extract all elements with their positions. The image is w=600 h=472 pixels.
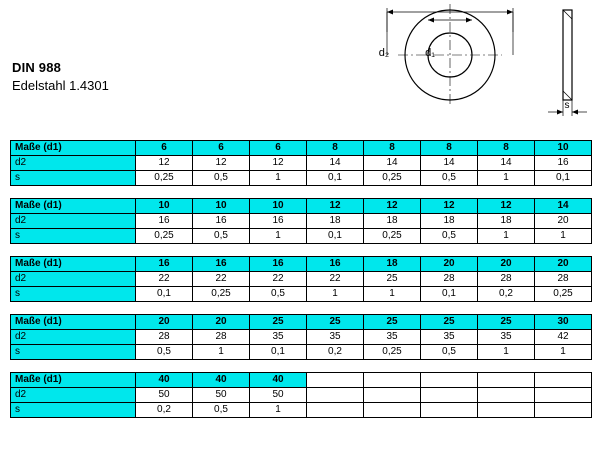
cell-s: 0,5 (421, 171, 478, 186)
cell-d1: 16 (136, 257, 193, 272)
row-header-s: s (11, 229, 136, 244)
cell-d1: 25 (307, 315, 364, 330)
cell-d1: 10 (193, 199, 250, 214)
cell-d1: 25 (250, 315, 307, 330)
cell-s: 1 (193, 345, 250, 360)
cell-d2: 25 (364, 272, 421, 287)
cell-s-empty (421, 403, 478, 418)
cell-s: 0,5 (193, 229, 250, 244)
cell-s: 1 (307, 287, 364, 302)
row-header-d1: Maße (d1) (11, 199, 136, 214)
cell-s: 0,5 (193, 171, 250, 186)
cell-s: 0,25 (193, 287, 250, 302)
cell-d2: 22 (136, 272, 193, 287)
cell-d1: 40 (250, 373, 307, 388)
cell-s: 0,5 (193, 403, 250, 418)
table-row (11, 171, 592, 186)
cell-d1: 8 (307, 141, 364, 156)
cell-d2: 28 (421, 272, 478, 287)
cell-s: 0,2 (307, 345, 364, 360)
cell-d1-empty (364, 373, 421, 388)
cell-s: 0,25 (136, 171, 193, 186)
cell-d2: 18 (478, 214, 535, 229)
cell-d1: 18 (364, 257, 421, 272)
cell-s: 0,5 (136, 345, 193, 360)
cell-d2: 14 (307, 156, 364, 171)
cell-d2: 16 (250, 214, 307, 229)
cell-d2: 16 (136, 214, 193, 229)
cell-d1: 20 (421, 257, 478, 272)
cell-d1: 20 (193, 315, 250, 330)
cell-d1: 16 (193, 257, 250, 272)
cell-s: 1 (250, 229, 307, 244)
cell-d2-empty (535, 388, 592, 403)
table-row (11, 345, 592, 360)
dimension-table (10, 140, 592, 186)
row-header-s: s (11, 287, 136, 302)
cell-d1: 20 (136, 315, 193, 330)
row-header-d1: Maße (d1) (11, 373, 136, 388)
cell-s: 0,1 (250, 345, 307, 360)
table-row (11, 141, 592, 156)
table-row (11, 156, 592, 171)
cell-s: 0,25 (136, 229, 193, 244)
cell-d2: 28 (193, 330, 250, 345)
cell-d1-empty (421, 373, 478, 388)
cell-d2: 12 (250, 156, 307, 171)
table-row (11, 229, 592, 244)
cell-d2: 20 (535, 214, 592, 229)
cell-d1: 8 (478, 141, 535, 156)
cell-s: 0,25 (364, 171, 421, 186)
cell-d1: 6 (136, 141, 193, 156)
cell-d2: 16 (535, 156, 592, 171)
cell-d2-empty (478, 388, 535, 403)
table-row (11, 272, 592, 287)
cell-d2: 22 (250, 272, 307, 287)
cell-d1-empty (535, 373, 592, 388)
cell-s-empty (307, 403, 364, 418)
cell-s: 0,25 (364, 229, 421, 244)
cell-d2-empty (307, 388, 364, 403)
label-s: s (564, 100, 570, 111)
cell-s: 0,2 (136, 403, 193, 418)
table-row (11, 388, 592, 403)
cell-d2: 50 (193, 388, 250, 403)
cell-d1: 12 (478, 199, 535, 214)
row-header-d2: d2 (11, 156, 136, 171)
dimension-table (10, 256, 592, 302)
cell-s: 0,1 (307, 229, 364, 244)
row-header-d2: d2 (11, 388, 136, 403)
row-header-d2: d2 (11, 330, 136, 345)
cell-d2-empty (364, 388, 421, 403)
cell-s: 1 (250, 403, 307, 418)
washer-drawing-svg (370, 0, 600, 125)
cell-s: 0,25 (535, 287, 592, 302)
cell-s: 0,1 (307, 171, 364, 186)
cell-d1-empty (307, 373, 364, 388)
table-row (11, 199, 592, 214)
label-d1: d₁ (425, 47, 435, 59)
cell-d1: 25 (421, 315, 478, 330)
table-row (11, 373, 592, 388)
cell-s: 0,5 (421, 229, 478, 244)
cell-s: 1 (478, 229, 535, 244)
cell-s: 0,2 (478, 287, 535, 302)
cell-d1: 30 (535, 315, 592, 330)
cell-d2: 28 (535, 272, 592, 287)
row-header-s: s (11, 171, 136, 186)
cell-d2: 12 (193, 156, 250, 171)
cell-d2: 18 (307, 214, 364, 229)
cell-s: 1 (478, 345, 535, 360)
cell-d2-empty (421, 388, 478, 403)
cell-s: 0,1 (535, 171, 592, 186)
cell-d2: 42 (535, 330, 592, 345)
table-row (11, 287, 592, 302)
cell-d1: 6 (250, 141, 307, 156)
cell-d2: 35 (364, 330, 421, 345)
cell-s: 0,1 (136, 287, 193, 302)
dimension-tables (10, 140, 592, 430)
cell-d2: 18 (364, 214, 421, 229)
cell-s-empty (535, 403, 592, 418)
row-header-d2: d2 (11, 272, 136, 287)
cell-d1: 40 (193, 373, 250, 388)
standard-title: DIN 988 (12, 60, 62, 75)
cell-d1: 12 (364, 199, 421, 214)
row-header-s: s (11, 403, 136, 418)
cell-d1: 40 (136, 373, 193, 388)
dimension-table (10, 372, 592, 418)
table-row (11, 330, 592, 345)
cell-d1: 12 (307, 199, 364, 214)
row-header-d2: d2 (11, 214, 136, 229)
label-d2: d₂ (378, 47, 390, 59)
cell-d1: 8 (421, 141, 478, 156)
cell-d1: 10 (136, 199, 193, 214)
cell-s-empty (478, 403, 535, 418)
cell-d1: 10 (535, 141, 592, 156)
material-subtitle: Edelstahl 1.4301 (12, 78, 109, 94)
cell-s: 1 (478, 171, 535, 186)
cell-d1: 25 (478, 315, 535, 330)
cell-s: 0,5 (421, 345, 478, 360)
cell-s: 1 (535, 229, 592, 244)
technical-drawing (370, 0, 600, 125)
cell-d2: 16 (193, 214, 250, 229)
table-row (11, 257, 592, 272)
cell-s: 1 (364, 287, 421, 302)
table-row (11, 315, 592, 330)
cell-d2: 18 (421, 214, 478, 229)
cell-d1: 25 (364, 315, 421, 330)
cell-d2: 14 (364, 156, 421, 171)
dimension-table (10, 314, 592, 360)
cell-d2: 35 (307, 330, 364, 345)
table-row (11, 403, 592, 418)
title-block (12, 60, 109, 95)
cell-d1: 20 (478, 257, 535, 272)
cell-d2: 50 (136, 388, 193, 403)
row-header-s: s (11, 345, 136, 360)
cell-s: 0,5 (250, 287, 307, 302)
cell-d2: 22 (193, 272, 250, 287)
cell-s: 1 (535, 345, 592, 360)
cell-d1: 12 (421, 199, 478, 214)
cell-s: 0,1 (421, 287, 478, 302)
table-row (11, 214, 592, 229)
cell-d1: 14 (535, 199, 592, 214)
cell-d1: 20 (535, 257, 592, 272)
cell-d2: 14 (421, 156, 478, 171)
cell-d1: 8 (364, 141, 421, 156)
cell-d2: 35 (478, 330, 535, 345)
cell-s: 0,25 (364, 345, 421, 360)
cell-d2: 14 (478, 156, 535, 171)
cell-d2: 12 (136, 156, 193, 171)
row-header-d1: Maße (d1) (11, 141, 136, 156)
cell-d1: 16 (250, 257, 307, 272)
cell-d1-empty (478, 373, 535, 388)
cell-d1: 10 (250, 199, 307, 214)
cell-d2: 22 (307, 272, 364, 287)
row-header-d1: Maße (d1) (11, 315, 136, 330)
cell-d2: 28 (478, 272, 535, 287)
cell-d1: 6 (193, 141, 250, 156)
cell-d2: 35 (421, 330, 478, 345)
cell-d2: 50 (250, 388, 307, 403)
row-header-d1: Maße (d1) (11, 257, 136, 272)
cell-d1: 16 (307, 257, 364, 272)
dimension-table (10, 198, 592, 244)
cell-s: 1 (250, 171, 307, 186)
cell-d2: 35 (250, 330, 307, 345)
cell-d2: 28 (136, 330, 193, 345)
cell-s-empty (364, 403, 421, 418)
